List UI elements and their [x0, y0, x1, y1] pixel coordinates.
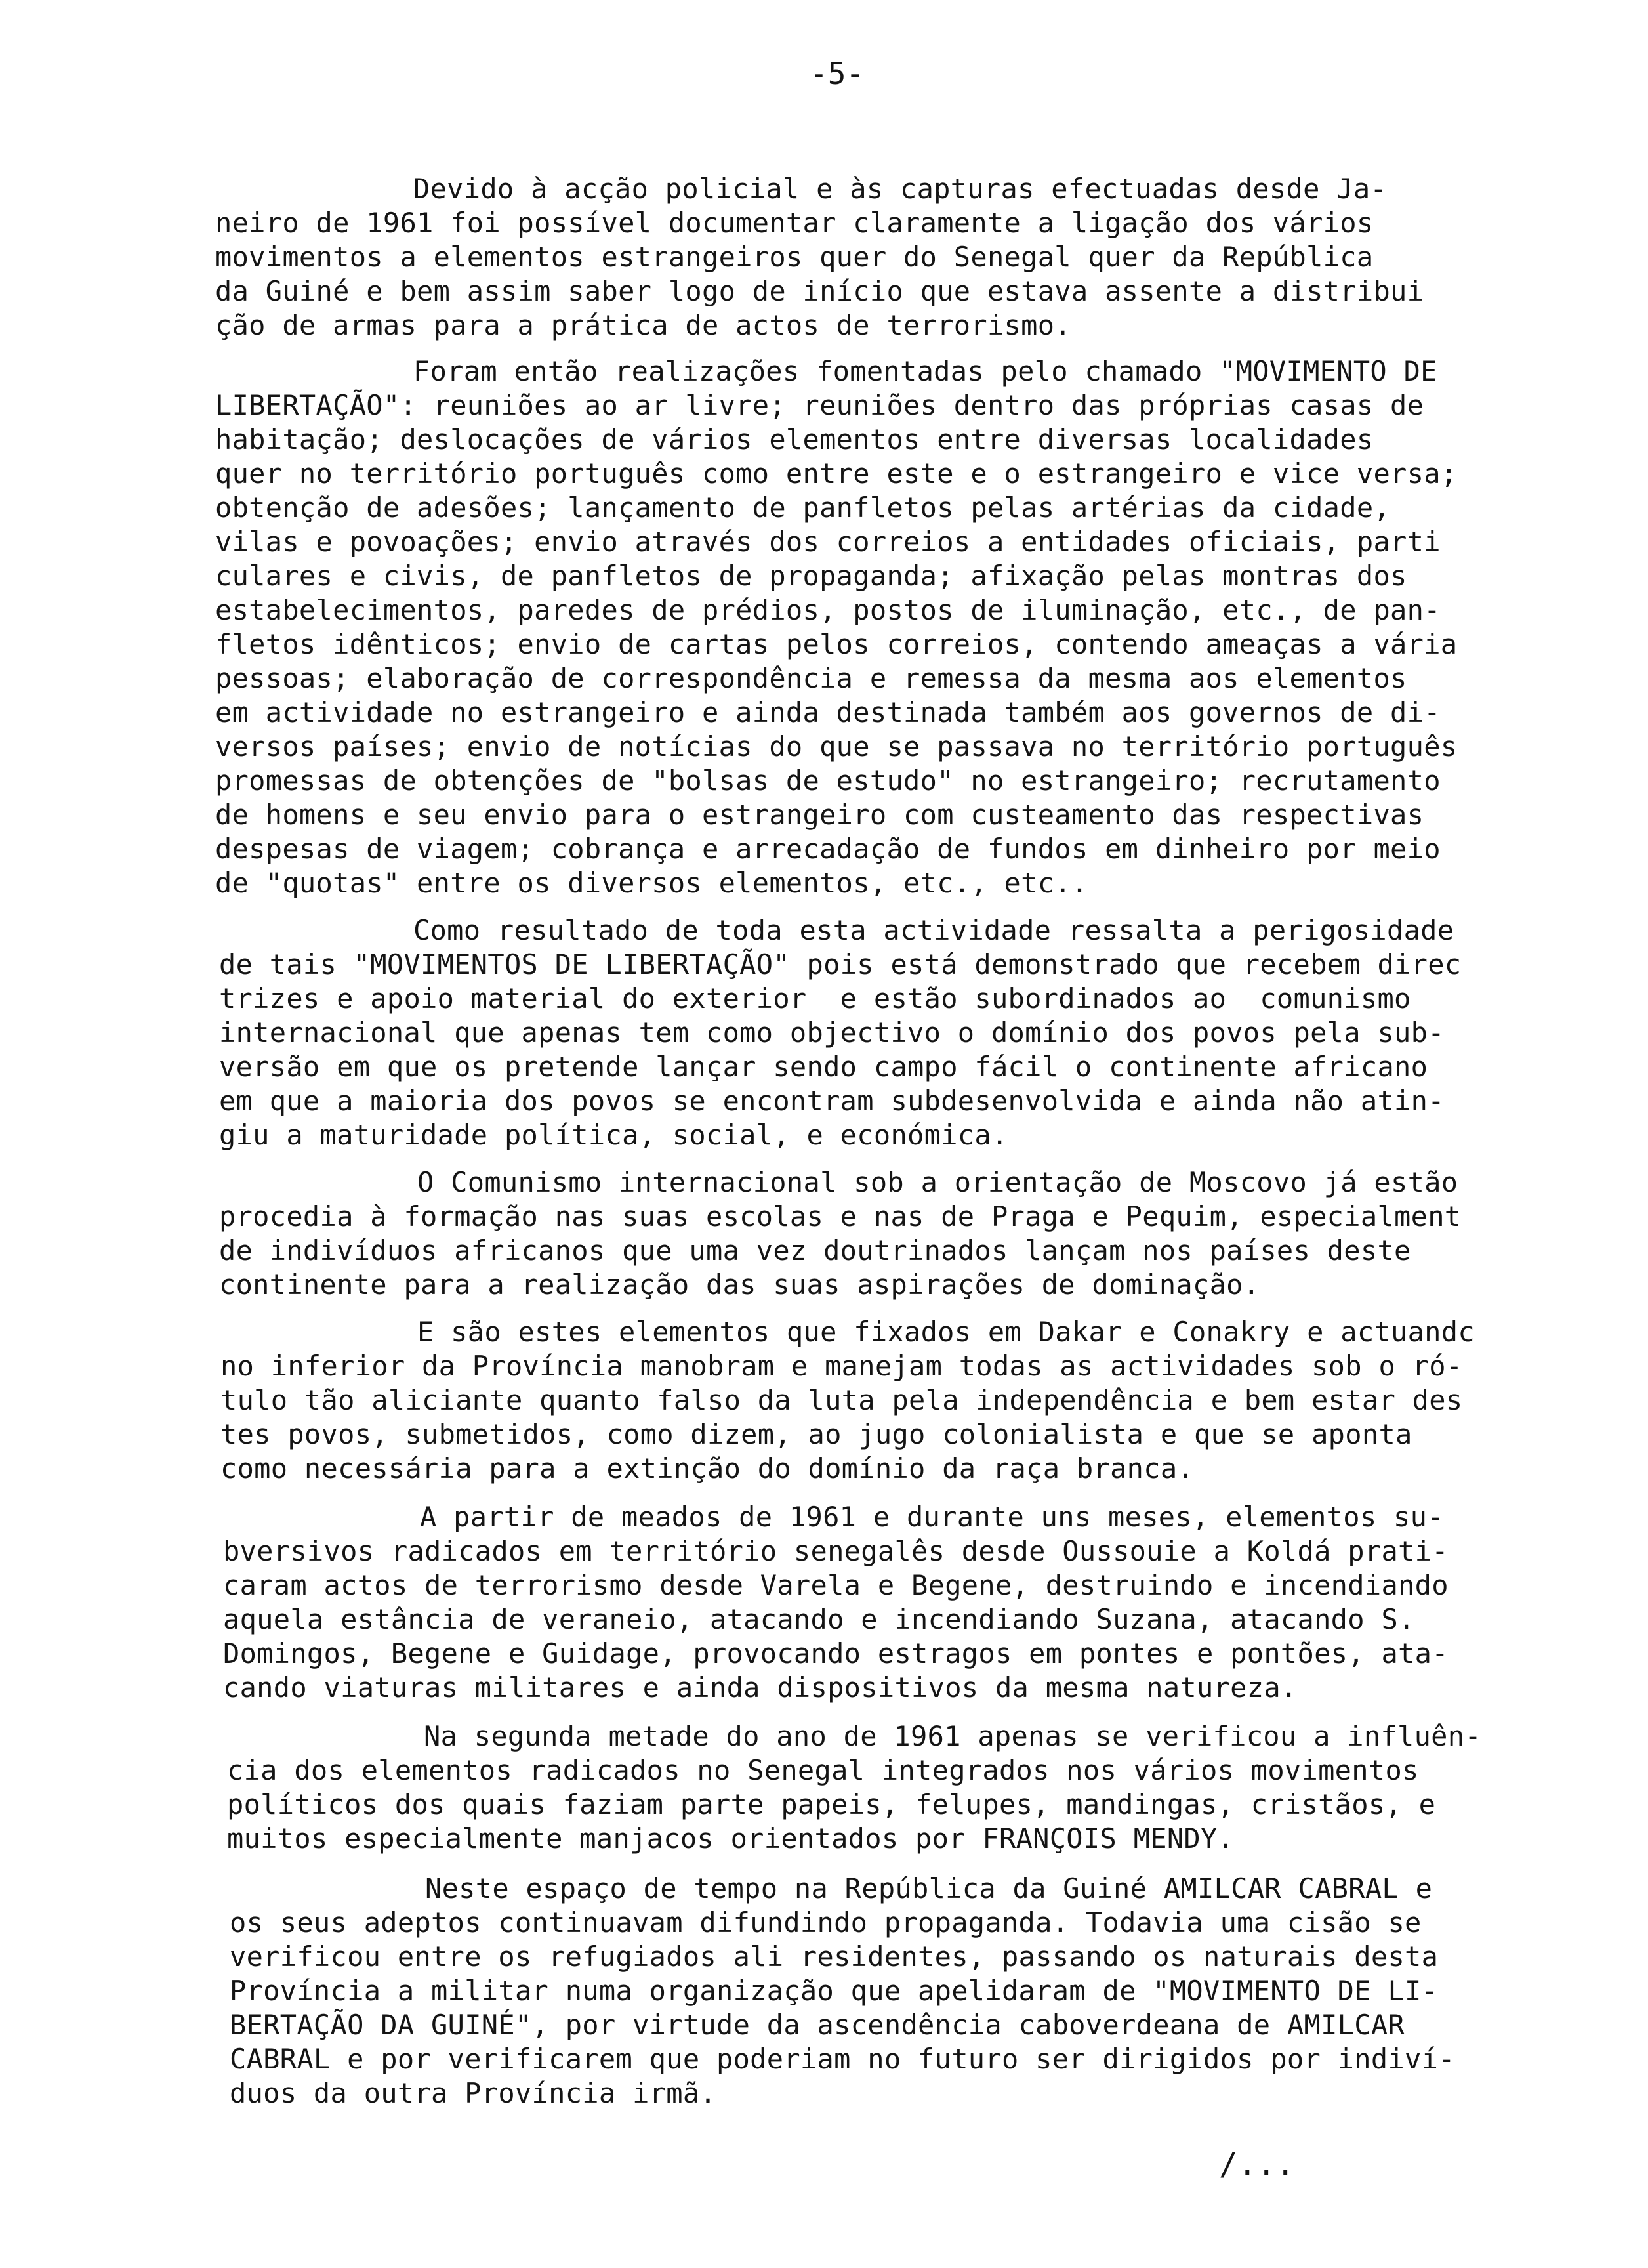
page-number: -5- [810, 56, 865, 91]
text-line: culares e civis, de panfletos de propaganda; afixação pelas montras dos [215, 560, 1407, 592]
text-line: procedia à formação nas suas escolas e nas de Praga e Pequim, especialment [219, 1200, 1462, 1232]
text-line: Devido à acção policial e às capturas efectuadas desde Ja- [413, 173, 1387, 205]
text-line: de tais "MOVIMENTOS DE LIBERTAÇÃO" pois está demonstrado que recebem direc [219, 948, 1462, 980]
text-line: muitos especialmente manjacos orientados por FRANÇOIS MENDY. [227, 1822, 1235, 1855]
text-line: promessas de obtenções de "bolsas de estudo" no estrangeiro; recrutamento [215, 765, 1441, 797]
continuation-mark: /... [1219, 2146, 1295, 2183]
text-line: como necessária para a extinção do domínio da raça branca. [220, 1452, 1194, 1484]
text-line: habitação; deslocações de vários elementos entre diversas localidades [215, 423, 1374, 455]
text-line: Província a militar numa organização que apelidaram de "MOVIMENTO DE LI- [230, 1975, 1439, 2007]
text-line: Foram então realizações fomentadas pelo chamado "MOVIMENTO DE [413, 355, 1437, 387]
text-line: políticos dos quais faziam parte papeis, felupes, mandingas, cristãos, e [227, 1788, 1436, 1820]
text-line: BERTAÇÃO DA GUINÉ", por virtude da ascendência caboverdeana de AMILCAR [230, 2009, 1405, 2041]
text-line: de "quotas" entre os diversos elementos, etc., etc.. [215, 867, 1088, 899]
text-line: aquela estância de veraneio, atacando e incendiando Suzana, atacando S. [223, 1603, 1415, 1635]
text-line: trizes e apoio material do exterior e estão subordinados ao comunismo [219, 982, 1411, 1015]
text-line: giu a maturidade política, social, e económica. [219, 1119, 1008, 1151]
text-line: cando viaturas militares e ainda dispositivos da mesma natureza. [223, 1671, 1298, 1704]
text-line: no inferior da Província manobram e manejam todas as actividades sob o ró- [220, 1350, 1463, 1382]
text-line: bversivos radicados em território senegalês desde Oussouie a Koldá prati- [223, 1535, 1449, 1567]
text-line: E são estes elementos que fixados em Dakar e Conakry e actuandc [417, 1316, 1475, 1348]
text-line: internacional que apenas tem como objectivo o domínio dos povos pela sub- [219, 1017, 1445, 1049]
text-line: versão em que os pretende lançar sendo campo fácil o continente africano [219, 1051, 1428, 1083]
text-line: em que a maioria dos povos se encontram subdesenvolvida e ainda não atin- [219, 1085, 1445, 1117]
text-line: em actividade no estrangeiro e ainda destinada também aos governos de di- [215, 696, 1441, 728]
text-line: A partir de meados de 1961 e durante uns meses, elementos su- [420, 1501, 1444, 1533]
text-line: os seus adeptos continuavam difundindo propaganda. Todavia uma cisão se [230, 1906, 1422, 1939]
text-line: da Guiné e bem assim saber logo de início que estava assente a distribui [215, 275, 1424, 307]
text-line: O Comunismo internacional sob a orientação de Moscovo já estão [417, 1166, 1458, 1198]
text-line: Na segunda metade do ano de 1961 apenas se verificou a influên- [424, 1720, 1481, 1752]
text-line: Neste espaço de tempo na República da Guiné AMILCAR CABRAL e [425, 1872, 1433, 1904]
text-line: obtenção de adesões; lançamento de panfletos pelas artérias da cidade, [215, 492, 1391, 524]
text-line: tulo tão aliciante quanto falso da luta pela independência e bem estar des [220, 1384, 1463, 1416]
text-line: pessoas; elaboração de correspondência e remessa da mesma aos elementos [215, 662, 1407, 694]
text-line: neiro de 1961 foi possível documentar claramente a ligação dos vários [215, 207, 1374, 239]
text-line: movimentos a elementos estrangeiros quer do Senegal quer da República [215, 241, 1374, 273]
text-line: Como resultado de toda esta actividade ressalta a perigosidade [413, 914, 1454, 946]
text-line: Domingos, Begene e Guidage, provocando estragos em pontes e pontões, ata- [223, 1637, 1449, 1670]
text-line: estabelecimentos, paredes de prédios, postos de iluminação, etc., de pan- [215, 594, 1441, 626]
text-line: tes povos, submetidos, como dizem, ao jugo colonialista e que se aponta [220, 1418, 1412, 1450]
text-line: cia dos elementos radicados no Senegal integrados nos vários movimentos [227, 1754, 1419, 1786]
text-line: despesas de viagem; cobrança e arrecadação de fundos em dinheiro por meio [215, 833, 1441, 865]
text-line: de indivíduos africanos que uma vez doutrinados lançam nos países deste [219, 1234, 1411, 1267]
text-line: vilas e povoações; envio através dos correios a entidades oficiais, parti [215, 526, 1441, 558]
text-line: duos da outra Província irmã. [230, 2077, 716, 2109]
text-line: quer no território português como entre este e o estrangeiro e vice versa; [215, 457, 1458, 490]
text-line: verificou entre os refugiados ali residentes, passando os naturais desta [230, 1941, 1439, 1973]
text-line: caram actos de terrorismo desde Varela e Begene, destruindo e incendiando [223, 1569, 1449, 1601]
text-line: continente para a realização das suas aspirações de dominação. [219, 1269, 1260, 1301]
text-line: CABRAL e por verificarem que poderiam no futuro ser dirigidos por indiví- [230, 2043, 1455, 2075]
text-line: ção de armas para a prática de actos de terrorismo. [215, 309, 1071, 341]
text-line: fletos idênticos; envio de cartas pelos correios, contendo ameaças a vária [215, 628, 1458, 660]
text-line: versos países; envio de notícias do que se passava no território português [215, 730, 1458, 763]
text-line: de homens e seu envio para o estrangeiro com custeamento das respectivas [215, 799, 1424, 831]
text-line: LIBERTAÇÃO": reuniões ao ar livre; reuniões dentro das próprias casas de [215, 389, 1424, 421]
